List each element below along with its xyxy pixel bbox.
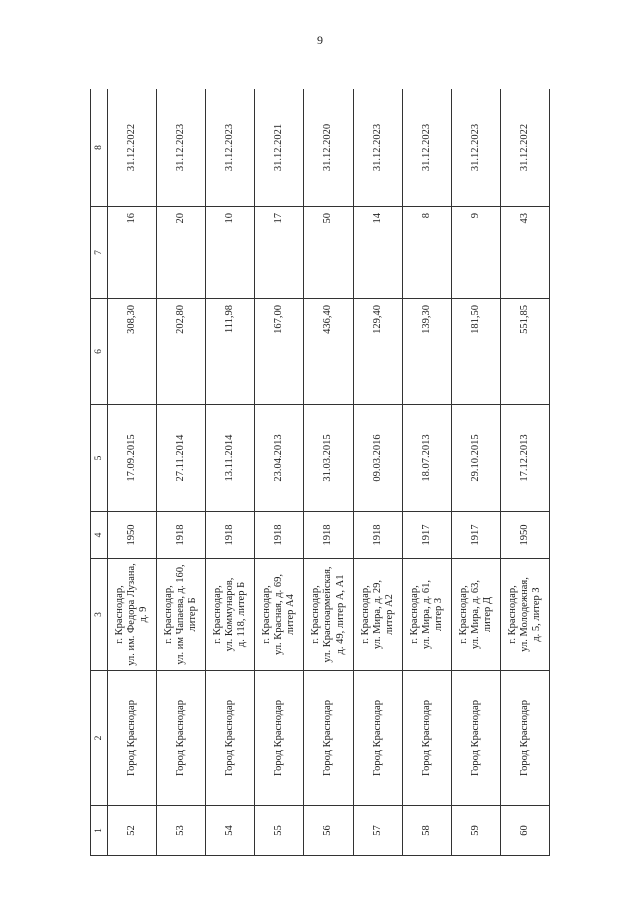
count-cell: 43 — [500, 207, 549, 299]
rotated-table-wrapper — [90, 89, 550, 856]
date-cell: 31.03.2015 — [304, 405, 353, 512]
address-line: д. 49, литер А, А1 — [334, 574, 346, 655]
table-row — [206, 89, 255, 856]
area-cell: 167,00 — [255, 299, 304, 405]
count-cell: 8 — [402, 207, 451, 299]
table-row — [402, 89, 451, 856]
deadline-cell: 31.12.2023 — [157, 89, 206, 207]
address-cell — [402, 559, 451, 671]
count-cell: 16 — [108, 207, 157, 299]
year-cell: 1918 — [304, 512, 353, 559]
area-cell: 129,40 — [353, 299, 402, 405]
row-number-cell: 52 — [108, 806, 157, 856]
table-row — [108, 89, 157, 856]
row-number-cell: 54 — [206, 806, 255, 856]
table-row — [255, 89, 304, 856]
deadline-cell: 31.12.2023 — [402, 89, 451, 207]
date-cell: 13.11.2014 — [206, 405, 255, 512]
deadline-cell: 31.12.2023 — [206, 89, 255, 207]
count-cell: 9 — [451, 207, 500, 299]
city-cell: Город Краснодар — [108, 671, 157, 806]
address-line: литер Б — [187, 597, 199, 632]
address-line: ул. им. Федора Лузана, — [126, 563, 138, 666]
year-cell: 1917 — [451, 512, 500, 559]
address-line: г. Краснодар, — [163, 585, 175, 644]
page-number: 9 — [317, 33, 323, 47]
address-line: литер А4 — [285, 594, 297, 635]
address-cell — [304, 559, 353, 671]
area-cell: 139,30 — [402, 299, 451, 405]
address-cell — [108, 559, 157, 671]
deadline-cell: 31.12.2022 — [108, 89, 157, 207]
table-row — [353, 89, 402, 856]
year-cell: 1918 — [255, 512, 304, 559]
date-cell: 18.07.2013 — [402, 405, 451, 512]
city-cell: Город Краснодар — [353, 671, 402, 806]
date-cell: 29.10.2015 — [451, 405, 500, 512]
date-cell: 09.03.2016 — [353, 405, 402, 512]
date-cell: 17.12.2013 — [500, 405, 549, 512]
count-cell: 20 — [157, 207, 206, 299]
table-row — [500, 89, 549, 856]
address-line: литер А2 — [383, 594, 395, 635]
address-line: литер З — [432, 597, 444, 632]
address-cell — [157, 559, 206, 671]
address-line: ул. Мира, д. 61, — [420, 579, 432, 650]
address-line: г. Краснодар, — [506, 585, 518, 644]
column-number: 2 — [91, 671, 108, 806]
address-line: г. Краснодар, — [212, 585, 224, 644]
year-cell: 1918 — [157, 512, 206, 559]
area-cell: 181,50 — [451, 299, 500, 405]
city-cell: Город Краснодар — [451, 671, 500, 806]
address-line: д. 5, литер З — [530, 587, 542, 642]
table-row — [157, 89, 206, 856]
year-cell: 1950 — [108, 512, 157, 559]
area-cell: 308,30 — [108, 299, 157, 405]
address-line: г. Краснодар, — [359, 585, 371, 644]
address-cell — [353, 559, 402, 671]
row-number-cell: 57 — [353, 806, 402, 856]
count-cell: 17 — [255, 207, 304, 299]
column-number: 4 — [91, 512, 108, 559]
column-number: 1 — [91, 806, 108, 856]
address-line: г. Краснодар, — [310, 585, 322, 644]
column-number: 8 — [91, 89, 108, 207]
area-cell: 202,80 — [157, 299, 206, 405]
year-cell: 1917 — [402, 512, 451, 559]
register-table — [90, 89, 550, 856]
date-cell: 17.09.2015 — [108, 405, 157, 512]
address-line: ул. Мира, д. 63, — [469, 579, 481, 650]
deadline-cell: 31.12.2021 — [255, 89, 304, 207]
column-number: 7 — [91, 207, 108, 299]
address-line: д. 118, литер Б — [236, 581, 248, 648]
city-cell: Город Краснодар — [255, 671, 304, 806]
date-cell: 27.11.2014 — [157, 405, 206, 512]
row-number-cell: 59 — [451, 806, 500, 856]
column-number: 3 — [91, 559, 108, 671]
row-number-cell: 53 — [157, 806, 206, 856]
row-number-cell: 56 — [304, 806, 353, 856]
address-line: г. Краснодар, — [113, 585, 125, 644]
table-row — [304, 89, 353, 856]
row-number-cell: 58 — [402, 806, 451, 856]
year-cell: 1918 — [206, 512, 255, 559]
column-number: 6 — [91, 299, 108, 405]
address-cell — [206, 559, 255, 671]
address-cell — [255, 559, 304, 671]
address-line: ул. Мира, д. 29, — [371, 579, 383, 650]
count-cell: 14 — [353, 207, 402, 299]
address-line: г. Краснодар, — [457, 585, 469, 644]
table-row — [451, 89, 500, 856]
area-cell: 436,40 — [304, 299, 353, 405]
address-line: ул. им Чапаева, д. 160, — [175, 564, 187, 665]
deadline-cell: 31.12.2023 — [451, 89, 500, 207]
count-cell: 10 — [206, 207, 255, 299]
address-cell — [500, 559, 549, 671]
address-line: ул. Молодежная, — [518, 577, 530, 652]
address-cell — [451, 559, 500, 671]
deadline-cell: 31.12.2022 — [500, 89, 549, 207]
address-line: г. Краснодар, — [408, 585, 420, 644]
count-cell: 50 — [304, 207, 353, 299]
city-cell: Город Краснодар — [500, 671, 549, 806]
city-cell: Город Краснодар — [402, 671, 451, 806]
year-cell: 1950 — [500, 512, 549, 559]
column-number-row — [91, 89, 108, 856]
area-cell: 111,98 — [206, 299, 255, 405]
table-container — [90, 89, 550, 856]
area-cell: 551,85 — [500, 299, 549, 405]
address-line: литер Д — [481, 596, 493, 633]
address-line: д. 9 — [138, 606, 150, 623]
deadline-cell: 31.12.2020 — [304, 89, 353, 207]
address-line: г. Краснодар, — [261, 585, 273, 644]
column-number: 5 — [91, 405, 108, 512]
deadline-cell: 31.12.2023 — [353, 89, 402, 207]
row-number-cell: 55 — [255, 806, 304, 856]
date-cell: 23.04.2013 — [255, 405, 304, 512]
year-cell: 1918 — [353, 512, 402, 559]
row-number-cell: 60 — [500, 806, 549, 856]
address-line: ул. Красноармейская, — [322, 566, 334, 663]
address-line: ул. Красная, д. 69, — [273, 574, 285, 655]
city-cell: Город Краснодар — [304, 671, 353, 806]
city-cell: Город Краснодар — [206, 671, 255, 806]
table-body — [91, 89, 550, 856]
address-line: ул. Коммунаров, — [224, 577, 236, 652]
city-cell: Город Краснодар — [157, 671, 206, 806]
